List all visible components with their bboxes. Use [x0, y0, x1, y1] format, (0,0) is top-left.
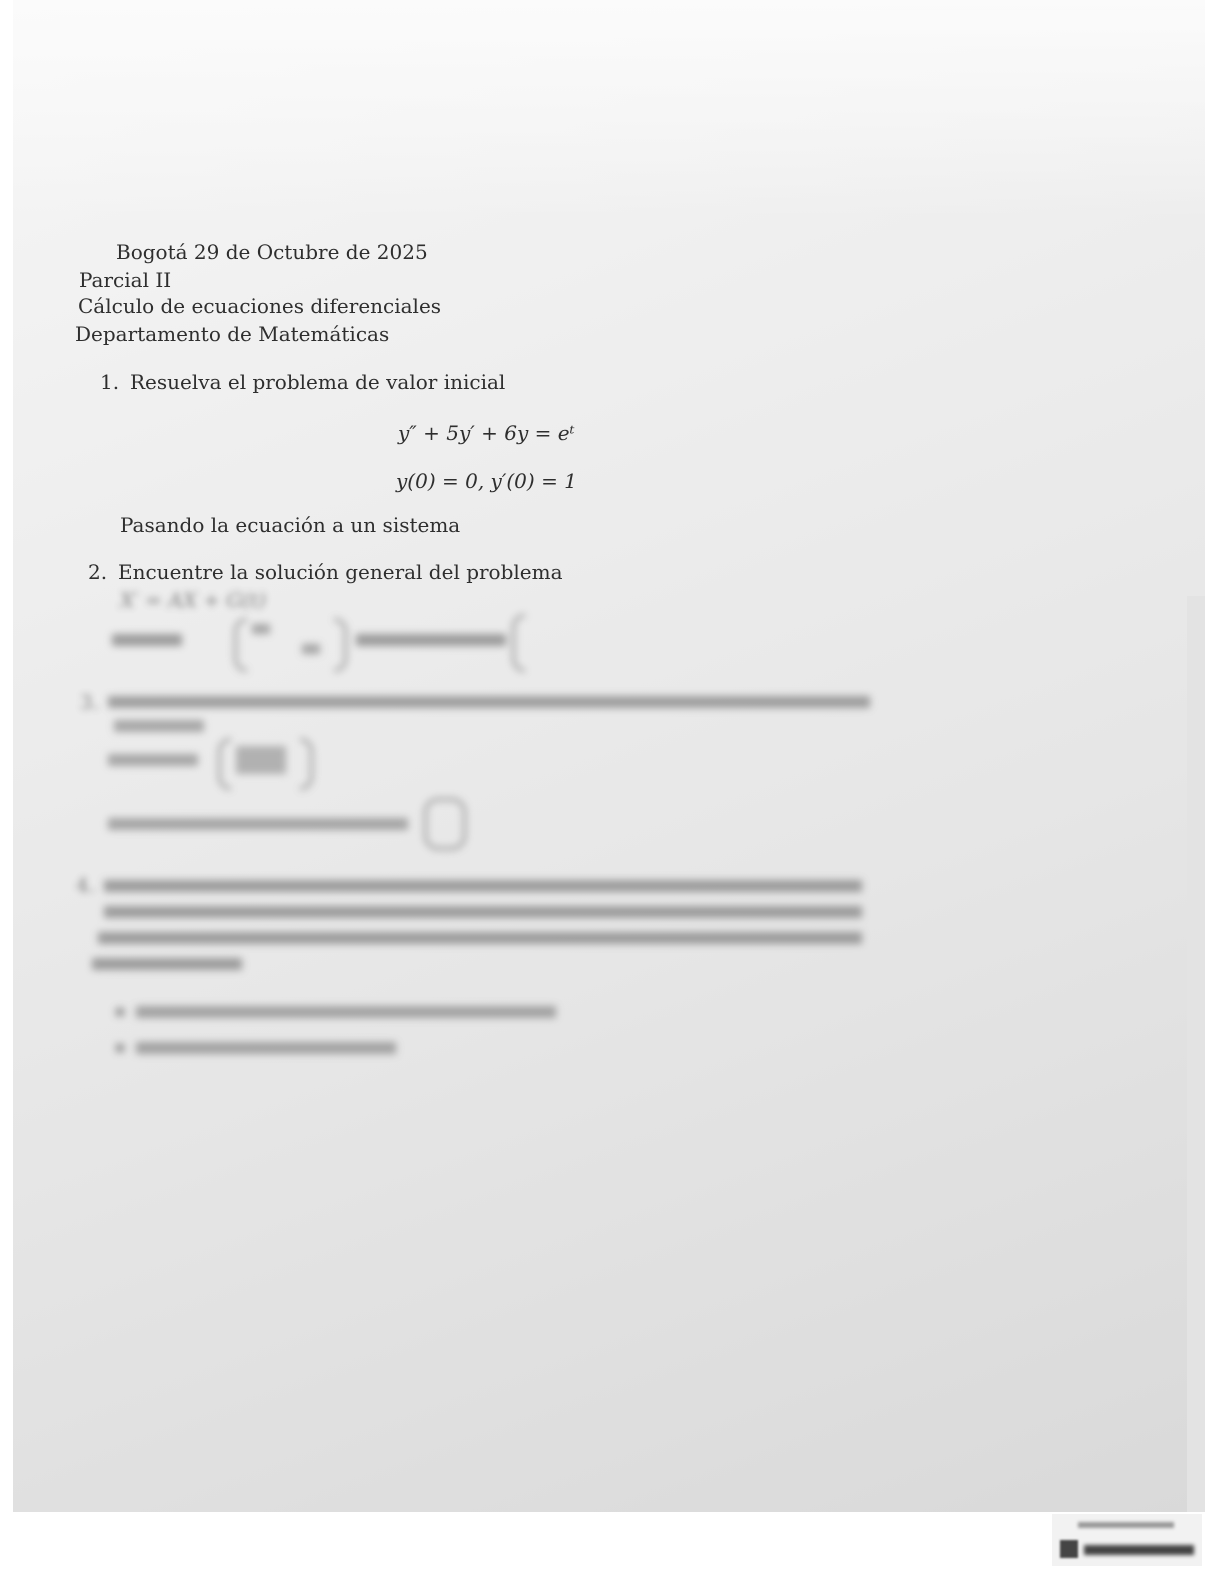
- department-name: Departamento de Matemáticas: [75, 322, 390, 346]
- q1-initial-conditions: y(0) = 0, y′(0) = 1: [396, 469, 577, 493]
- scanner-watermark-brand: [1084, 1545, 1194, 1555]
- scanner-watermark-caption: [1078, 1522, 1174, 1528]
- q2-system: X′ = AX + G(t): [120, 588, 267, 612]
- page-fold-shadow: [1187, 596, 1205, 1512]
- place-date: Bogotá 29 de Octubre de 2025: [116, 240, 428, 264]
- q2-matrix-definition-blurred: [112, 612, 532, 672]
- exam-title: Parcial II: [79, 268, 172, 292]
- q4-body-blurred: [92, 872, 867, 1062]
- q3-number: 3.: [80, 690, 100, 714]
- q1-number: 1.: [100, 370, 120, 394]
- course-name: Cálculo de ecuaciones diferenciales: [78, 294, 442, 318]
- scanner-logo-icon: [1060, 1540, 1078, 1558]
- q1-equation: y″ + 5y′ + 6y = eᵗ: [398, 421, 575, 445]
- q1-method: Pasando la ecuación a un sistema: [120, 513, 461, 537]
- q4-number: 4.: [76, 873, 96, 897]
- q1-prompt: Resuelva el problema de valor inicial: [130, 370, 506, 394]
- q2-number: 2.: [88, 560, 108, 584]
- q3-body-blurred: [108, 690, 873, 850]
- q2-prompt: Encuentre la solución general del problema: [118, 560, 563, 584]
